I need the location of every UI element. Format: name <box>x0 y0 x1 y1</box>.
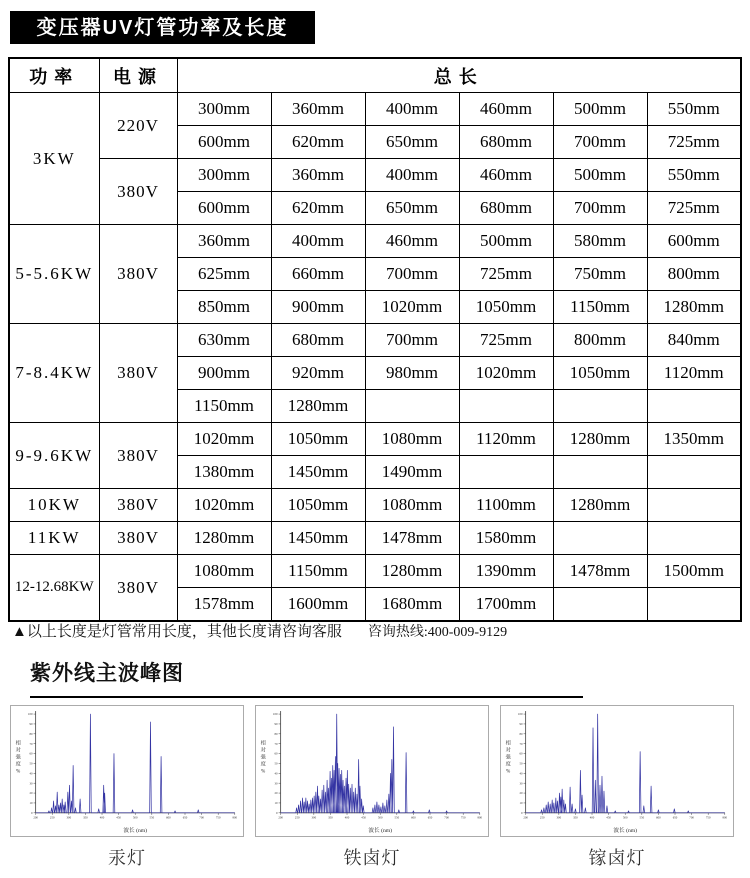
length-cell: 1350mm <box>647 423 741 456</box>
svg-text:450: 450 <box>606 815 611 820</box>
length-cell: 1020mm <box>459 357 553 390</box>
svg-text:70: 70 <box>274 741 278 746</box>
length-cell: 460mm <box>459 159 553 192</box>
length-cell: 300mm <box>177 93 271 126</box>
svg-text:200: 200 <box>523 815 528 820</box>
length-cell: 1390mm <box>459 555 553 588</box>
length-cell: 700mm <box>553 192 647 225</box>
length-cell: 980mm <box>365 357 459 390</box>
svg-text:50: 50 <box>519 761 523 766</box>
table-header-row <box>9 58 741 93</box>
svg-text:700: 700 <box>444 815 449 820</box>
length-cell: 550mm <box>647 93 741 126</box>
svg-text:80: 80 <box>29 731 33 736</box>
length-cell: 550mm <box>647 159 741 192</box>
length-cell: 1680mm <box>365 588 459 622</box>
length-cell: 1080mm <box>177 555 271 588</box>
svg-text:800: 800 <box>232 815 238 820</box>
mercury-spectrum-plot <box>11 706 243 836</box>
section-title: 紫外线主波峰图 <box>30 657 583 698</box>
spectrum-line <box>526 714 725 813</box>
svg-text:100: 100 <box>27 712 33 717</box>
voltage-cell: 380V <box>99 489 177 522</box>
length-cell: 360mm <box>271 93 365 126</box>
svg-text:波长 (nm): 波长 (nm) <box>123 828 148 834</box>
length-cell: 1150mm <box>553 291 647 324</box>
length-cell: 850mm <box>177 291 271 324</box>
length-cell: 1380mm <box>177 456 271 489</box>
svg-text:500: 500 <box>622 815 628 820</box>
svg-text:250: 250 <box>294 815 300 820</box>
length-cell: 700mm <box>365 258 459 291</box>
svg-text:600: 600 <box>656 815 661 820</box>
svg-text:80: 80 <box>519 731 523 736</box>
spec-table <box>8 57 742 622</box>
length-cell: 600mm <box>177 126 271 159</box>
length-cell <box>647 390 741 423</box>
svg-text:60: 60 <box>29 751 33 756</box>
length-cell: 1700mm <box>459 588 553 622</box>
length-cell: 1280mm <box>177 522 271 555</box>
length-cell: 600mm <box>177 192 271 225</box>
hotline-text: 咨询热线:400-009-9129 <box>367 625 508 640</box>
length-cell: 600mm <box>647 225 741 258</box>
footnote-text: ▲以上长度是灯管常用长度，其他长度请咨询客服 <box>12 624 342 640</box>
voltage-cell: 380V <box>99 522 177 555</box>
length-cell <box>647 456 741 489</box>
svg-text:700: 700 <box>689 815 694 820</box>
length-cell: 1450mm <box>271 522 365 555</box>
svg-text:200: 200 <box>278 815 283 820</box>
svg-text:450: 450 <box>361 815 366 820</box>
length-cell: 725mm <box>647 126 741 159</box>
svg-text:200: 200 <box>33 815 38 820</box>
svg-text:相: 相 <box>15 740 21 747</box>
svg-text:相: 相 <box>505 740 511 747</box>
svg-text:强: 强 <box>505 754 511 761</box>
length-cell: 700mm <box>365 324 459 357</box>
length-cell: 625mm <box>177 258 271 291</box>
length-cell <box>553 456 647 489</box>
power-cell: 10KW <box>9 489 99 522</box>
length-cell: 580mm <box>553 225 647 258</box>
length-cell: 680mm <box>459 192 553 225</box>
length-cell: 460mm <box>365 225 459 258</box>
svg-text:10: 10 <box>274 801 278 806</box>
iron-halide-lamp-label: 铁卤灯 <box>343 848 401 868</box>
svg-text:300: 300 <box>311 815 317 820</box>
gallium-halide-lamp-chart <box>500 705 734 837</box>
length-cell: 680mm <box>459 126 553 159</box>
length-cell: 1600mm <box>271 588 365 622</box>
chart-labels-row <box>10 844 744 870</box>
length-cell: 800mm <box>553 324 647 357</box>
svg-text:对: 对 <box>505 747 511 754</box>
svg-text:350: 350 <box>573 815 578 820</box>
iron-halide-lamp-chart <box>255 705 489 837</box>
svg-text:对: 对 <box>15 747 21 754</box>
length-cell: 1478mm <box>365 522 459 555</box>
iron-halide-spectrum-plot <box>256 706 488 836</box>
svg-text:40: 40 <box>519 771 523 776</box>
mercury-lamp-label: 汞灯 <box>108 848 146 868</box>
svg-text:90: 90 <box>29 722 33 727</box>
length-cell <box>459 390 553 423</box>
length-cell: 1280mm <box>271 390 365 423</box>
length-cell: 1020mm <box>177 489 271 522</box>
svg-text:250: 250 <box>49 815 55 820</box>
length-cell: 1050mm <box>459 291 553 324</box>
length-cell <box>459 456 553 489</box>
svg-text:0: 0 <box>521 810 523 815</box>
voltage-cell: 380V <box>99 159 177 225</box>
length-cell: 1280mm <box>647 291 741 324</box>
table-row <box>9 489 741 522</box>
svg-text:0: 0 <box>31 810 33 815</box>
svg-text:60: 60 <box>519 751 523 756</box>
power-cell: 12-12.68KW <box>9 555 99 622</box>
length-cell: 1490mm <box>365 456 459 489</box>
svg-text:800: 800 <box>722 815 728 820</box>
svg-text:度: 度 <box>505 761 511 768</box>
length-cell: 400mm <box>365 159 459 192</box>
svg-text:70: 70 <box>519 741 523 746</box>
power-column-header: 功率 <box>9 58 99 93</box>
svg-text:30: 30 <box>274 781 278 786</box>
power-cell: 7-8.4KW <box>9 324 99 423</box>
svg-text:70: 70 <box>29 741 33 746</box>
svg-text:300: 300 <box>556 815 562 820</box>
svg-text:%: % <box>506 768 511 775</box>
svg-text:50: 50 <box>29 761 33 766</box>
length-cell: 725mm <box>647 192 741 225</box>
length-cell: 460mm <box>459 93 553 126</box>
svg-text:650: 650 <box>182 815 188 820</box>
svg-text:500: 500 <box>377 815 383 820</box>
length-cell: 900mm <box>271 291 365 324</box>
length-cell: 300mm <box>177 159 271 192</box>
length-cell: 620mm <box>271 192 365 225</box>
length-cell <box>647 522 741 555</box>
svg-text:强: 强 <box>260 754 266 761</box>
power-cell: 3KW <box>9 93 99 225</box>
svg-text:600: 600 <box>166 815 171 820</box>
length-cell: 1020mm <box>365 291 459 324</box>
svg-text:10: 10 <box>29 801 33 806</box>
voltage-cell: 380V <box>99 555 177 622</box>
length-cell: 1280mm <box>365 555 459 588</box>
svg-text:波长 (nm): 波长 (nm) <box>368 828 393 834</box>
length-cell: 840mm <box>647 324 741 357</box>
svg-text:50: 50 <box>274 761 278 766</box>
mercury-lamp-chart <box>10 705 244 837</box>
voltage-cell: 380V <box>99 225 177 324</box>
voltage-cell: 380V <box>99 324 177 423</box>
length-cell: 1050mm <box>271 423 365 456</box>
length-cell: 660mm <box>271 258 365 291</box>
length-cell: 1500mm <box>647 555 741 588</box>
power-cell: 9-9.6KW <box>9 423 99 489</box>
svg-text:500: 500 <box>132 815 138 820</box>
length-cell: 1080mm <box>365 423 459 456</box>
table-row <box>9 555 741 588</box>
svg-text:80: 80 <box>274 731 278 736</box>
svg-text:90: 90 <box>519 722 523 727</box>
svg-text:100: 100 <box>272 712 278 717</box>
svg-text:30: 30 <box>29 781 33 786</box>
page-title: 变压器UV灯管功率及长度 <box>10 11 315 44</box>
length-cell: 360mm <box>271 159 365 192</box>
length-cell: 400mm <box>271 225 365 258</box>
svg-text:度: 度 <box>260 761 266 768</box>
length-cell <box>365 390 459 423</box>
length-cell: 630mm <box>177 324 271 357</box>
length-cell: 1580mm <box>459 522 553 555</box>
length-cell: 1050mm <box>271 489 365 522</box>
svg-text:450: 450 <box>116 815 121 820</box>
svg-text:400: 400 <box>344 815 350 820</box>
svg-text:30: 30 <box>519 781 523 786</box>
length-cell: 1150mm <box>271 555 365 588</box>
svg-text:300: 300 <box>66 815 72 820</box>
svg-text:20: 20 <box>519 791 523 796</box>
power-cell: 11KW <box>9 522 99 555</box>
svg-text:350: 350 <box>328 815 333 820</box>
table-row <box>9 324 741 357</box>
length-cell: 400mm <box>365 93 459 126</box>
svg-text:强: 强 <box>15 754 21 761</box>
svg-text:40: 40 <box>274 771 278 776</box>
length-cell <box>553 588 647 622</box>
svg-text:650: 650 <box>427 815 433 820</box>
svg-text:%: % <box>261 768 266 775</box>
length-cell: 725mm <box>459 324 553 357</box>
length-cell: 1120mm <box>647 357 741 390</box>
svg-text:250: 250 <box>539 815 545 820</box>
length-column-header: 总长 <box>177 58 741 93</box>
length-cell: 920mm <box>271 357 365 390</box>
svg-text:10: 10 <box>519 801 523 806</box>
svg-text:60: 60 <box>274 751 278 756</box>
svg-text:20: 20 <box>274 791 278 796</box>
voltage-cell: 380V <box>99 423 177 489</box>
length-cell: 700mm <box>553 126 647 159</box>
svg-text:750: 750 <box>215 815 221 820</box>
spec-table-body <box>9 93 741 622</box>
svg-text:波长 (nm): 波长 (nm) <box>613 828 638 834</box>
length-cell: 1050mm <box>553 357 647 390</box>
length-cell <box>647 489 741 522</box>
svg-text:20: 20 <box>29 791 33 796</box>
length-cell: 725mm <box>459 258 553 291</box>
table-row <box>9 522 741 555</box>
svg-text:度: 度 <box>15 761 21 768</box>
svg-text:40: 40 <box>29 771 33 776</box>
length-cell: 1578mm <box>177 588 271 622</box>
length-cell: 620mm <box>271 126 365 159</box>
table-row <box>9 225 741 258</box>
length-cell: 1150mm <box>177 390 271 423</box>
length-cell: 500mm <box>459 225 553 258</box>
svg-text:550: 550 <box>639 815 645 820</box>
table-row <box>9 159 741 192</box>
svg-text:600: 600 <box>411 815 416 820</box>
length-cell: 1478mm <box>553 555 647 588</box>
length-cell: 1280mm <box>553 423 647 456</box>
svg-text:550: 550 <box>149 815 155 820</box>
length-cell <box>647 588 741 622</box>
svg-text:350: 350 <box>83 815 88 820</box>
spectrum-charts-row <box>10 705 744 837</box>
svg-text:750: 750 <box>460 815 466 820</box>
length-cell: 650mm <box>365 192 459 225</box>
length-cell: 1120mm <box>459 423 553 456</box>
svg-text:100: 100 <box>517 712 523 717</box>
svg-text:相: 相 <box>260 740 266 747</box>
table-row <box>9 93 741 126</box>
svg-text:800: 800 <box>477 815 483 820</box>
table-row <box>9 423 741 456</box>
length-cell: 1080mm <box>365 489 459 522</box>
length-cell <box>553 522 647 555</box>
length-cell: 750mm <box>553 258 647 291</box>
svg-text:750: 750 <box>705 815 711 820</box>
gallium-halide-lamp-label: 镓卤灯 <box>588 848 646 868</box>
svg-text:700: 700 <box>199 815 204 820</box>
length-cell: 360mm <box>177 225 271 258</box>
length-cell: 1100mm <box>459 489 553 522</box>
length-cell: 800mm <box>647 258 741 291</box>
footnote <box>12 620 507 641</box>
length-cell: 500mm <box>553 159 647 192</box>
svg-text:550: 550 <box>394 815 400 820</box>
length-cell: 900mm <box>177 357 271 390</box>
length-cell: 1020mm <box>177 423 271 456</box>
svg-text:400: 400 <box>99 815 105 820</box>
length-cell <box>553 390 647 423</box>
svg-text:650: 650 <box>672 815 678 820</box>
gallium-halide-spectrum-plot <box>501 706 733 836</box>
svg-text:90: 90 <box>274 722 278 727</box>
svg-text:0: 0 <box>276 810 278 815</box>
power-cell: 5-5.6KW <box>9 225 99 324</box>
svg-text:%: % <box>16 768 21 775</box>
length-cell: 500mm <box>553 93 647 126</box>
length-cell: 1280mm <box>553 489 647 522</box>
spectrum-line <box>281 714 480 813</box>
length-cell: 680mm <box>271 324 365 357</box>
voltage-cell: 220V <box>99 93 177 159</box>
svg-text:对: 对 <box>260 747 266 754</box>
svg-text:400: 400 <box>589 815 595 820</box>
length-cell: 1450mm <box>271 456 365 489</box>
spectrum-line <box>36 714 235 813</box>
length-cell: 650mm <box>365 126 459 159</box>
source-column-header: 电源 <box>99 58 177 93</box>
